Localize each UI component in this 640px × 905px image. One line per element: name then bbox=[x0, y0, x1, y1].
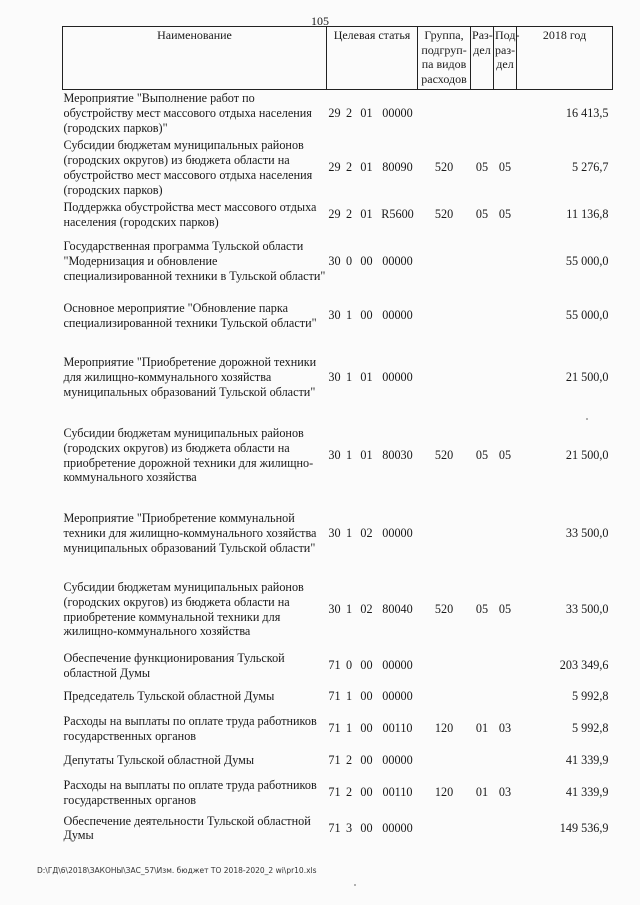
expense-group bbox=[418, 495, 471, 573]
target-code-direction: 00000 bbox=[382, 526, 413, 541]
razdel bbox=[471, 231, 494, 293]
row-name: Государственная программа Тульской области "Модернизация и обновление специализированной техники в Тульской области" bbox=[63, 239, 326, 283]
amount-2018: 5 276,7 bbox=[571, 160, 609, 175]
expense-group bbox=[418, 293, 471, 339]
table-row bbox=[63, 749, 613, 773]
target-code-subprogram: 2 bbox=[345, 753, 353, 768]
expense-group bbox=[418, 647, 471, 685]
target-code-subprogram: 1 bbox=[345, 308, 353, 323]
amount-2018: 11 136,8 bbox=[566, 207, 609, 222]
podrazdel: 03 bbox=[498, 785, 512, 800]
target-code-subprogram: 0 bbox=[345, 254, 353, 269]
table-header-row bbox=[63, 27, 613, 90]
target-code-program: 30 bbox=[328, 448, 341, 463]
expense-group: 520 bbox=[434, 602, 454, 617]
amount-2018: 55 000,0 bbox=[565, 308, 609, 323]
row-name: Мероприятие "Приобретение дорожной техники для жилищно-коммунального хозяйства муниципальных образований Тульской области" bbox=[63, 355, 317, 399]
amount-2018: 203 349,6 bbox=[559, 658, 609, 673]
target-code-direction: 00110 bbox=[382, 785, 413, 800]
amount-2018: 16 413,5 bbox=[565, 105, 609, 120]
target-code-event: 01 bbox=[360, 448, 373, 463]
podrazdel bbox=[494, 749, 517, 773]
podrazdel bbox=[494, 647, 517, 685]
target-code-event: 02 bbox=[360, 602, 373, 617]
target-code-direction: 00000 bbox=[382, 105, 413, 120]
table-row bbox=[63, 90, 613, 137]
row-name: Субсидии бюджетам муниципальных районов (городских округов) из бюджета области на приобретение дорожной техники для жилищно-коммунального хозяйства bbox=[63, 425, 314, 485]
expense-group bbox=[418, 749, 471, 773]
amount-2018: 5 992,8 bbox=[571, 689, 609, 704]
table-row bbox=[63, 231, 613, 293]
podrazdel bbox=[494, 813, 517, 845]
target-code-program: 30 bbox=[328, 254, 341, 269]
razdel bbox=[471, 293, 494, 339]
razdel bbox=[471, 647, 494, 685]
target-code-subprogram: 1 bbox=[345, 526, 353, 541]
target-code-event: 00 bbox=[360, 753, 373, 768]
row-name: Субсидии бюджетам муниципальных районов (городских округов) из бюджета области на приобретение коммунальной техники для жилищно-коммунального хозяйства bbox=[63, 579, 304, 639]
target-code-direction: 00000 bbox=[382, 308, 413, 323]
row-name: Председатель Тульской областной Думы bbox=[63, 689, 275, 704]
razdel bbox=[471, 813, 494, 845]
podrazdel: 03 bbox=[498, 721, 512, 736]
expense-group bbox=[418, 339, 471, 417]
razdel bbox=[471, 749, 494, 773]
target-code-event: 01 bbox=[360, 160, 373, 175]
table-row bbox=[63, 685, 613, 709]
target-code-subprogram: 1 bbox=[345, 721, 353, 736]
expense-group: 120 bbox=[434, 721, 454, 736]
table-row bbox=[63, 709, 613, 749]
target-code-direction: 80090 bbox=[382, 160, 413, 175]
target-code-direction: 00000 bbox=[382, 820, 413, 835]
podrazdel: 05 bbox=[498, 207, 512, 222]
amount-2018: 33 500,0 bbox=[565, 602, 609, 617]
amount-2018: 21 500,0 bbox=[565, 370, 609, 385]
expense-group: 120 bbox=[434, 785, 454, 800]
target-code-direction: 00000 bbox=[382, 658, 413, 673]
razdel: 01 bbox=[475, 721, 489, 736]
podrazdel bbox=[494, 293, 517, 339]
table-row bbox=[63, 137, 613, 199]
razdel: 05 bbox=[475, 448, 489, 463]
target-code-subprogram: 3 bbox=[345, 820, 353, 835]
target-code-program: 29 bbox=[328, 105, 341, 120]
table-body bbox=[63, 90, 613, 845]
header-target: Целевая статья bbox=[327, 27, 418, 90]
expense-group: 520 bbox=[434, 448, 454, 463]
target-code-program: 29 bbox=[328, 160, 341, 175]
amount-2018: 55 000,0 bbox=[565, 254, 609, 269]
razdel bbox=[471, 495, 494, 573]
row-name: Основное мероприятие "Обновление парка специализированной техники Тульской области" bbox=[63, 300, 317, 330]
row-name: Депутаты Тульской областной Думы bbox=[63, 753, 255, 768]
razdel: 05 bbox=[475, 207, 489, 222]
target-code-event: 02 bbox=[360, 526, 373, 541]
file-path-footer: D:\ГД\6\2018\ЗАКОНЫ\ЗАС_57\Изм. бюджет ТО 2018-2020_2 wi\pr10.xls bbox=[37, 866, 317, 875]
row-name: Поддержка обустройства мест массового отдыха населения (городских парков) bbox=[63, 199, 317, 229]
expense-group bbox=[418, 813, 471, 845]
target-code-program: 71 bbox=[328, 753, 341, 768]
podrazdel bbox=[494, 231, 517, 293]
row-name: Обеспечение функционирования Тульской областной Думы bbox=[63, 650, 285, 680]
table-row bbox=[63, 773, 613, 813]
target-code-direction: 00000 bbox=[382, 689, 413, 704]
row-name: Расходы на выплаты по оплате труда работников государственных органов bbox=[63, 713, 317, 743]
target-code-subprogram: 2 bbox=[345, 160, 353, 175]
header-podrazdel: Под-раз-дел bbox=[494, 27, 517, 90]
target-code-event: 00 bbox=[360, 785, 373, 800]
target-code-subprogram: 2 bbox=[345, 207, 353, 222]
scan-speck bbox=[354, 884, 356, 886]
target-code-subprogram: 1 bbox=[345, 689, 353, 704]
target-code-event: 00 bbox=[360, 658, 373, 673]
amount-2018: 41 339,9 bbox=[565, 753, 609, 768]
header-name: Наименование bbox=[63, 27, 327, 90]
table-row bbox=[63, 813, 613, 845]
row-name: Мероприятие "Выполнение работ по обустройству мест массового отдыха населения (городских парков)" bbox=[63, 91, 312, 135]
target-code-subprogram: 2 bbox=[345, 105, 353, 120]
target-code-event: 00 bbox=[360, 308, 373, 323]
razdel: 05 bbox=[475, 602, 489, 617]
target-code-program: 30 bbox=[328, 370, 341, 385]
table-row bbox=[63, 293, 613, 339]
target-code-program: 71 bbox=[328, 785, 341, 800]
expense-group bbox=[418, 685, 471, 709]
table-row bbox=[63, 339, 613, 417]
target-code-subprogram: 0 bbox=[345, 658, 353, 673]
podrazdel bbox=[494, 495, 517, 573]
target-code-subprogram: 1 bbox=[345, 370, 353, 385]
expense-group bbox=[418, 231, 471, 293]
razdel bbox=[471, 339, 494, 417]
expense-group bbox=[418, 90, 471, 137]
target-code-event: 00 bbox=[360, 820, 373, 835]
target-code-event: 00 bbox=[360, 689, 373, 704]
scan-speck bbox=[586, 418, 588, 420]
row-name: Обеспечение деятельности Тульской областной Думы bbox=[63, 813, 311, 843]
target-code-program: 29 bbox=[328, 207, 341, 222]
expense-group: 520 bbox=[434, 160, 454, 175]
podrazdel bbox=[494, 685, 517, 709]
target-code-direction: R5600 bbox=[381, 207, 414, 222]
table-row bbox=[63, 573, 613, 647]
amount-2018: 5 992,8 bbox=[571, 721, 609, 736]
podrazdel bbox=[494, 339, 517, 417]
razdel: 01 bbox=[475, 785, 489, 800]
target-code-program: 30 bbox=[328, 308, 341, 323]
razdel: 05 bbox=[475, 160, 489, 175]
razdel bbox=[471, 685, 494, 709]
podrazdel: 05 bbox=[498, 602, 512, 617]
header-razdel: Раз-дел bbox=[471, 27, 494, 90]
page-number: 105 bbox=[311, 14, 329, 28]
expense-group: 520 bbox=[434, 207, 454, 222]
target-code-direction: 00110 bbox=[382, 721, 413, 736]
target-code-event: 00 bbox=[360, 254, 373, 269]
target-code-event: 01 bbox=[360, 105, 373, 120]
table-row bbox=[63, 647, 613, 685]
target-code-program: 71 bbox=[328, 658, 341, 673]
target-code-direction: 00000 bbox=[382, 753, 413, 768]
amount-2018: 21 500,0 bbox=[565, 448, 609, 463]
row-name: Расходы на выплаты по оплате труда работников государственных органов bbox=[63, 777, 317, 807]
target-code-program: 30 bbox=[328, 602, 341, 617]
target-code-event: 01 bbox=[360, 370, 373, 385]
target-code-program: 71 bbox=[328, 689, 341, 704]
amount-2018: 33 500,0 bbox=[565, 526, 609, 541]
target-code-direction: 00000 bbox=[382, 254, 413, 269]
amount-2018: 41 339,9 bbox=[565, 785, 609, 800]
target-code-event: 00 bbox=[360, 721, 373, 736]
table-row bbox=[63, 495, 613, 573]
target-code-direction: 00000 bbox=[382, 370, 413, 385]
table-row bbox=[63, 199, 613, 231]
target-code-direction: 80040 bbox=[382, 602, 413, 617]
target-code-direction: 80030 bbox=[382, 448, 413, 463]
header-group: Группа, подгруп-па видов расходов bbox=[418, 27, 471, 90]
target-code-program: 71 bbox=[328, 721, 341, 736]
target-code-subprogram: 2 bbox=[345, 785, 353, 800]
row-name: Субсидии бюджетам муниципальных районов (городских округов) из бюджета области на обустройство мест массового отдыха населения (городских парков) bbox=[63, 137, 313, 197]
target-code-event: 01 bbox=[360, 207, 373, 222]
table-row bbox=[63, 417, 613, 495]
target-code-program: 71 bbox=[328, 820, 341, 835]
podrazdel: 05 bbox=[498, 160, 512, 175]
amount-2018: 149 536,9 bbox=[559, 820, 609, 835]
row-name: Мероприятие "Приобретение коммунальной техники для жилищно-коммунального хозяйства муниципальных образований Тульской области" bbox=[63, 511, 317, 555]
budget-table bbox=[62, 26, 613, 844]
target-code-program: 30 bbox=[328, 526, 341, 541]
podrazdel bbox=[494, 90, 517, 137]
header-year: 2018 год bbox=[517, 27, 613, 90]
target-code-subprogram: 1 bbox=[345, 448, 353, 463]
podrazdel: 05 bbox=[498, 448, 512, 463]
target-code-subprogram: 1 bbox=[345, 602, 353, 617]
razdel bbox=[471, 90, 494, 137]
